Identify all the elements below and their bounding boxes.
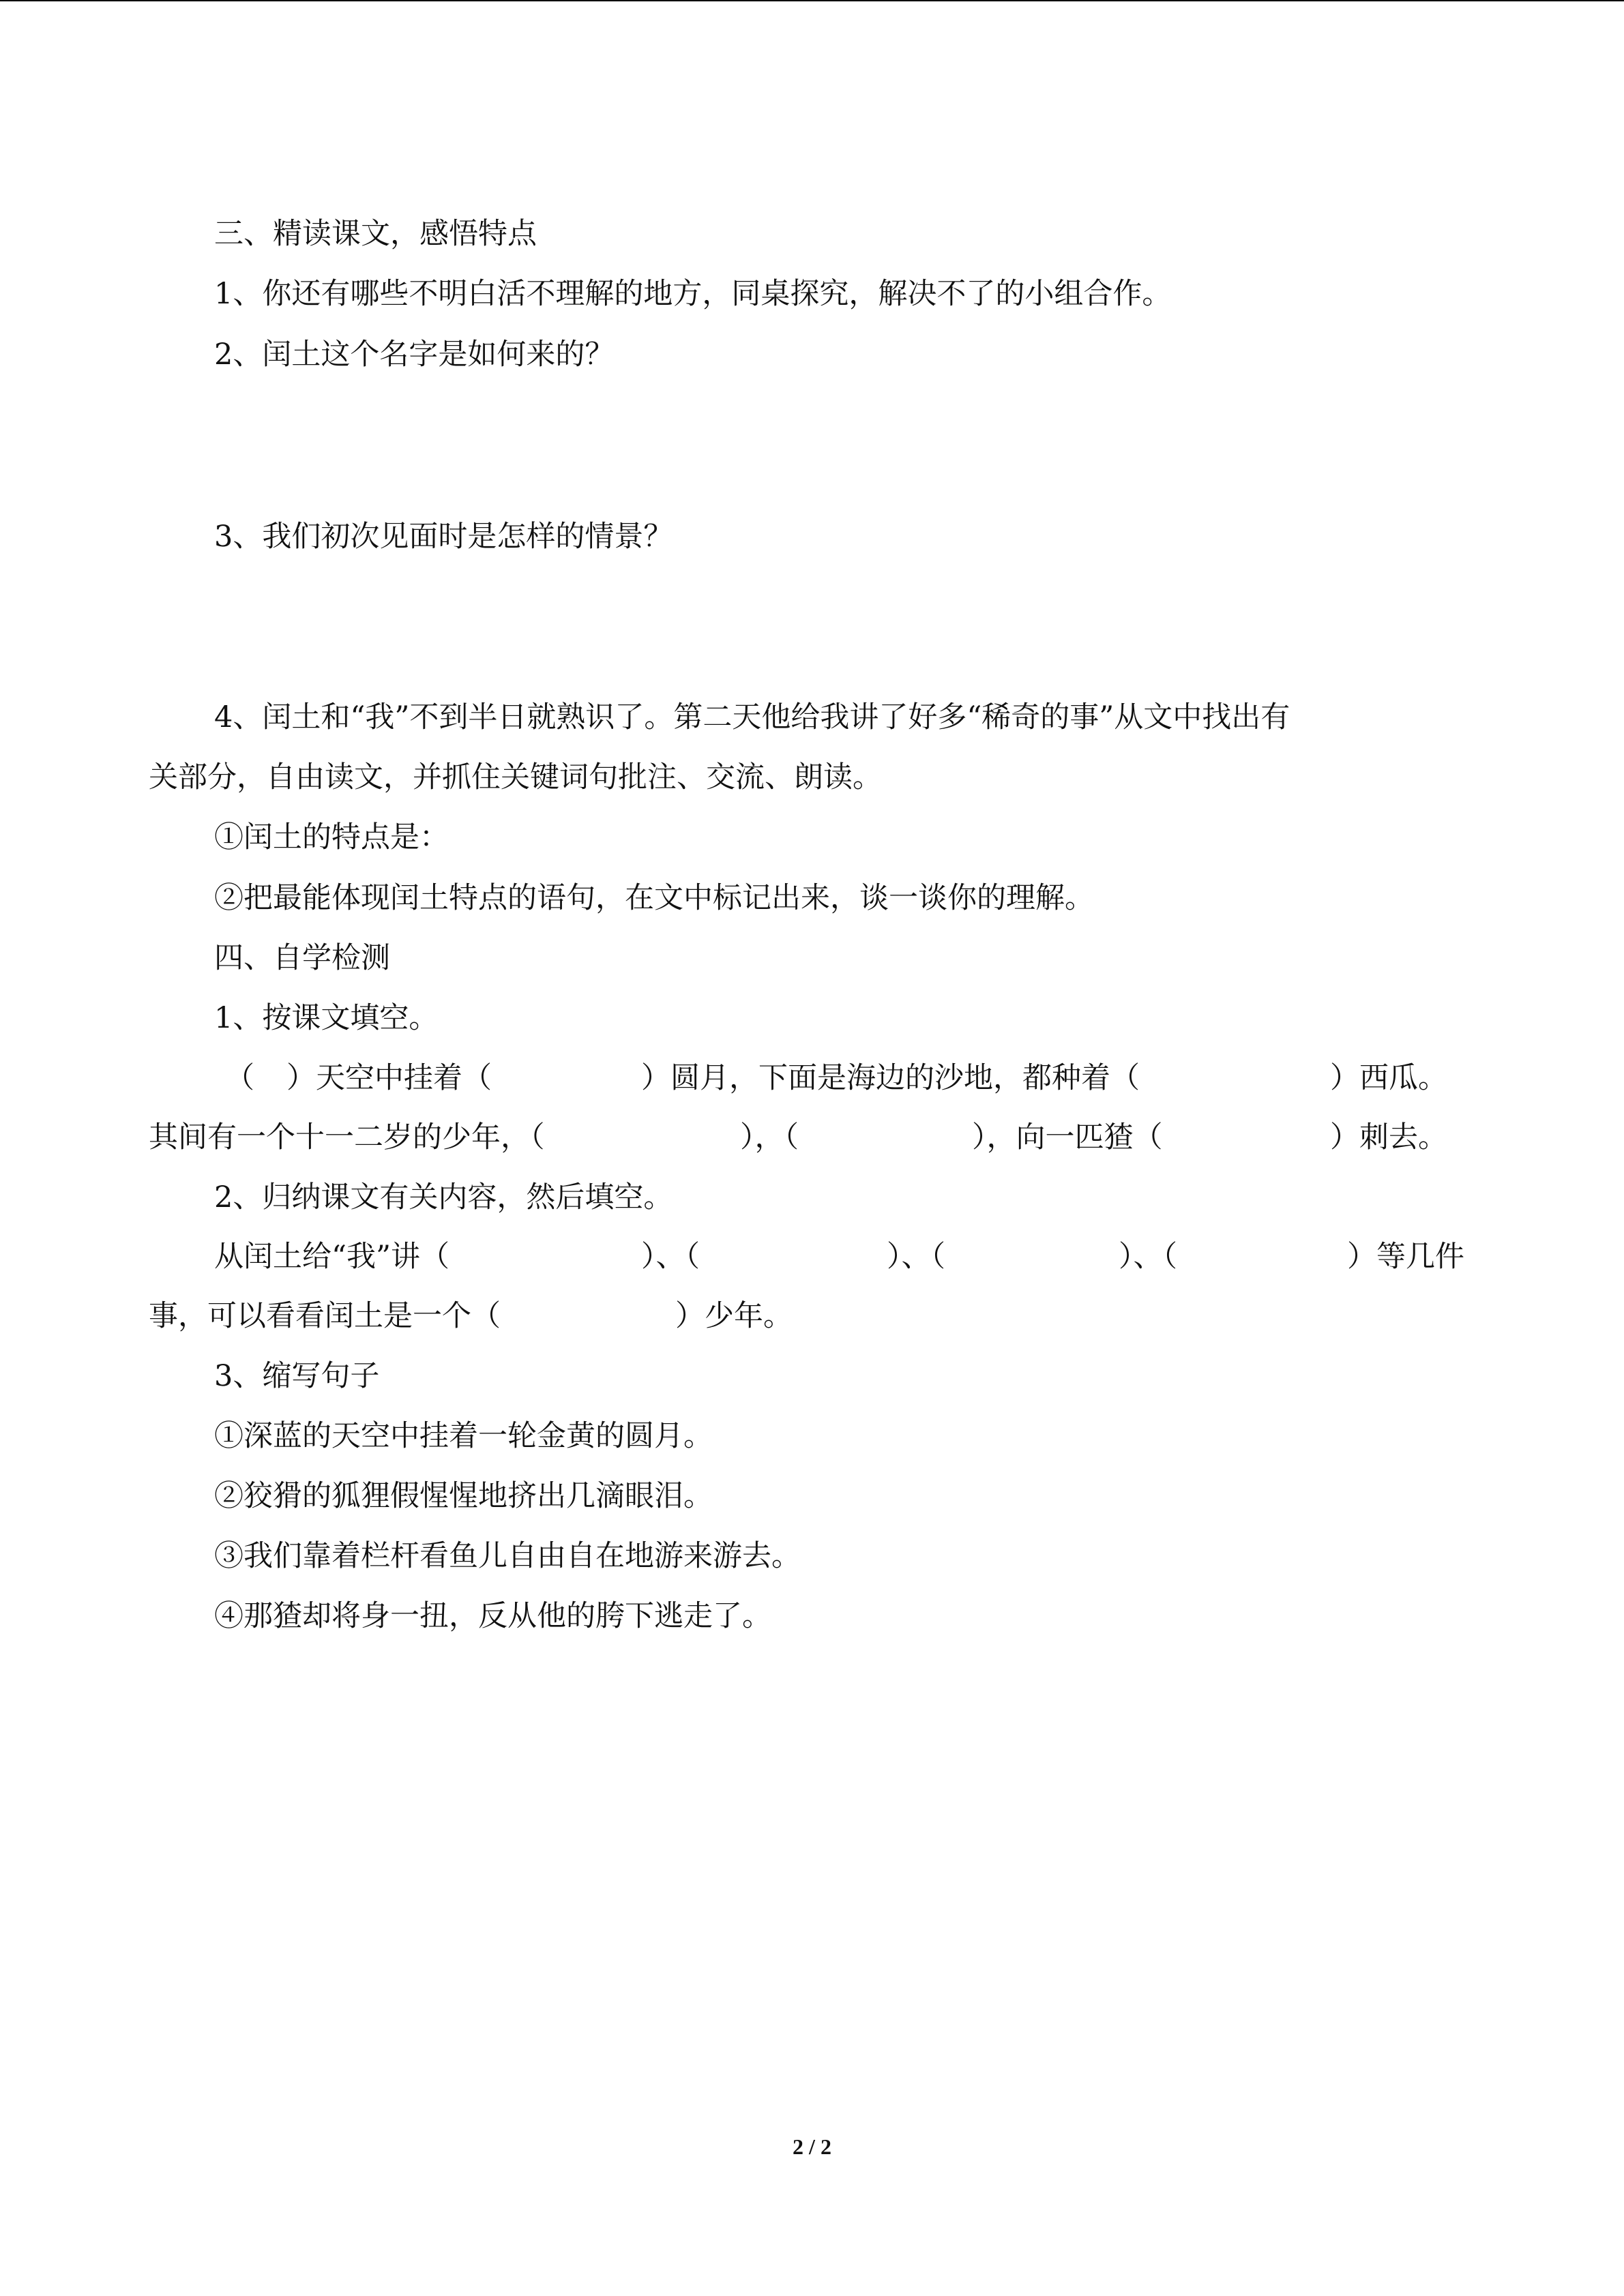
top-border-line [0, 0, 1624, 1]
fill-2-row-1-part-1: 从闰土给“我”讲（ [214, 1240, 449, 1274]
fill-3-title: 3、缩写句子 [214, 1359, 380, 1393]
question-3: 3、我们初次见面时是怎样的情景？ [214, 520, 673, 554]
fill-1-row-1-part-3: ）圆月，下面是海边的沙地，都种着（ [641, 1061, 1140, 1095]
fill-3-item-4: ④那猹却将身一扭，反从他的胯下逃走了。 [214, 1599, 771, 1633]
fill-1-row-2-part-4: ）刺去。 [1330, 1120, 1447, 1154]
fill-2-row-2-part-2: ）少年。 [675, 1299, 793, 1333]
fill-1-row-2-part-3: ），向一匹猹（ [972, 1120, 1163, 1154]
section-3-heading: 三、精读课文，感悟特点 [214, 217, 537, 251]
fill-3-item-1: ①深蓝的天空中挂着一轮金黄的圆月。 [214, 1419, 713, 1453]
fill-1-row-2-part-2: ），（ [740, 1120, 799, 1154]
fill-2-row-1-part-3: ）、（ [887, 1240, 945, 1274]
question-4-item-a: ①闰土的特点是： [214, 820, 449, 854]
fill-2-title: 2、归纳课文有关内容，然后填空。 [214, 1180, 673, 1214]
fill-1-row-1 [0, 1058, 1624, 1099]
fill-2-row-1-part-4: ）、（ [1119, 1240, 1177, 1274]
fill-1-row-1-part-1: （ [225, 1061, 254, 1095]
fill-1-title: 1、按课文填空。 [214, 1001, 439, 1035]
fill-3-item-2: ②狡猾的狐狸假惺惺地挤出几滴眼泪。 [214, 1479, 713, 1513]
fill-3-item-3: ③我们靠着栏杆看鱼儿自由自在地游来游去。 [214, 1539, 801, 1573]
fill-1-row-1-part-2: ）天空中挂着（ [286, 1061, 492, 1095]
question-1: 1、你还有哪些不明白活不理解的地方，同桌探究，解决不了的小组合作。 [214, 277, 1172, 311]
question-4-item-b: ②把最能体现闰土特点的语句，在文中标记出来，谈一谈你的理解。 [214, 881, 1094, 915]
fill-2-row-2 [0, 1296, 1624, 1337]
question-4-line-1: 4、闰土和“我”不到半日就熟识了。第二天他给我讲了好多“稀奇的事”从文中找出有 [214, 700, 1290, 734]
fill-2-row-1 [0, 1236, 1624, 1277]
fill-1-row-2 [0, 1117, 1624, 1158]
fill-2-row-1-part-2: ）、（ [641, 1240, 700, 1274]
fill-1-row-1-part-4: ）西瓜。 [1330, 1061, 1447, 1095]
fill-1-row-2-part-1: 其间有一个十一二岁的少年，（ [149, 1120, 545, 1154]
question-2: 2、闰土这个名字是如何来的？ [214, 338, 615, 372]
question-4-line-2: 关部分，自由读文，并抓住关键词句批注、交流、朗读。 [149, 760, 882, 794]
page-number: 2 / 2 [793, 2134, 831, 2159]
section-4-heading: 四、自学检测 [214, 941, 390, 975]
fill-2-row-1-part-5: ）等几件 [1347, 1240, 1464, 1274]
fill-2-row-2-part-1: 事，可以看看闰土是一个（ [149, 1299, 501, 1333]
